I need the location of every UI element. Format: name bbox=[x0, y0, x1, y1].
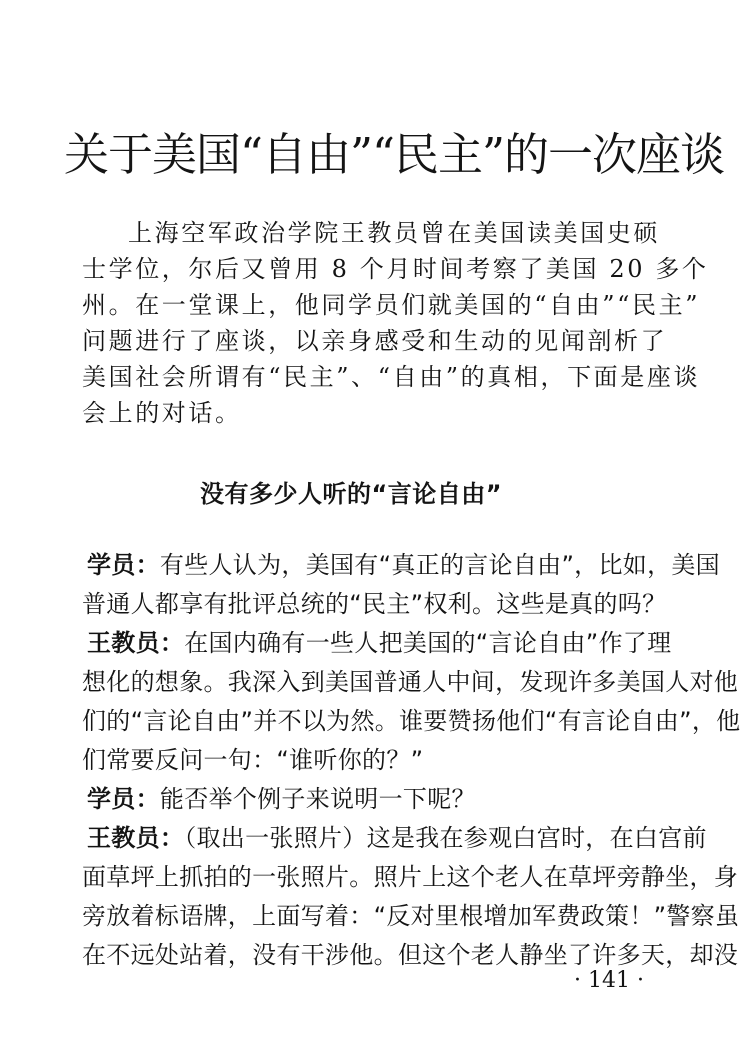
dialogue-line bbox=[82, 897, 740, 936]
intro-line: 上海空军政治学院王教员曾在美国读美国史硕 bbox=[128, 219, 660, 247]
dialogue-text: 在国内确有一些人把美国的“言论自由”作了理 bbox=[184, 629, 672, 657]
dialogue-line bbox=[82, 741, 682, 780]
speaker-label: 学员： bbox=[87, 785, 160, 813]
article-title: 关于美国“自由”“民主”的一次座谈 bbox=[64, 128, 725, 181]
dialogue-text: 们常要反问一句：“谁听你的？” bbox=[82, 746, 424, 774]
dialogue-line bbox=[82, 819, 707, 858]
intro-paragraph bbox=[82, 215, 709, 431]
intro-line: 会上的对话。 bbox=[82, 399, 242, 427]
intro-line: 州。在一堂课上，他同学员们就美国的“自由”“民主” bbox=[82, 291, 701, 319]
dialogue-text: 想化的想象。我深入到美国普通人中间，发现许多美国人对他 bbox=[82, 668, 739, 696]
dialogue-text: 能否举个例子来说明一下呢？ bbox=[159, 785, 476, 813]
intro-line: 士学位，尔后又曾用 8 个月时间考察了美国 20 多个 bbox=[82, 255, 709, 283]
dialogue-line bbox=[82, 780, 682, 819]
speaker-label: 学员： bbox=[87, 551, 160, 579]
page-number: · 141 · bbox=[574, 968, 644, 993]
speaker-label: 王教员： bbox=[87, 824, 185, 852]
dialogue-text: 在不远处站着，没有干涉他。但这个老人静坐了许多天，却没 bbox=[82, 941, 739, 969]
dialogue-line bbox=[82, 702, 740, 741]
dialogue-line bbox=[82, 624, 682, 663]
dialogue-text: （取出一张照片）这是我在参观白宫时，在白宫前 bbox=[184, 824, 707, 852]
dialogue-text: 普通人都享有批评总统的“民主”权利。这些是真的吗？ bbox=[82, 590, 667, 618]
dialogue-section bbox=[82, 546, 740, 975]
dialogue-line bbox=[82, 585, 682, 624]
intro-line: 美国社会所谓有“民主”、“自由”的真相，下面是座谈 bbox=[82, 363, 701, 391]
dialogue-line bbox=[82, 663, 739, 702]
speaker-label: 王教员： bbox=[87, 629, 185, 657]
dialogue-text: 有些人认为，美国有“真正的言论自由”，比如，美国 bbox=[159, 551, 720, 579]
dialogue-line bbox=[82, 858, 739, 897]
dialogue-line bbox=[82, 546, 720, 585]
dialogue-text: 面草坪上抓拍的一张照片。照片上这个老人在草坪旁静坐，身 bbox=[82, 863, 739, 891]
dialogue-text: 们的“言论自由”并不以为然。谁要赞扬他们“有言论自由”，他 bbox=[82, 707, 740, 735]
dialogue-text: 旁放着标语牌，上面写着：“反对里根增加军费政策！”警察虽 bbox=[82, 902, 740, 930]
intro-line: 问题进行了座谈，以亲身感受和生动的见闻剖析了 bbox=[82, 327, 668, 355]
section-heading: 没有多少人听的“言论自由” bbox=[200, 480, 503, 508]
